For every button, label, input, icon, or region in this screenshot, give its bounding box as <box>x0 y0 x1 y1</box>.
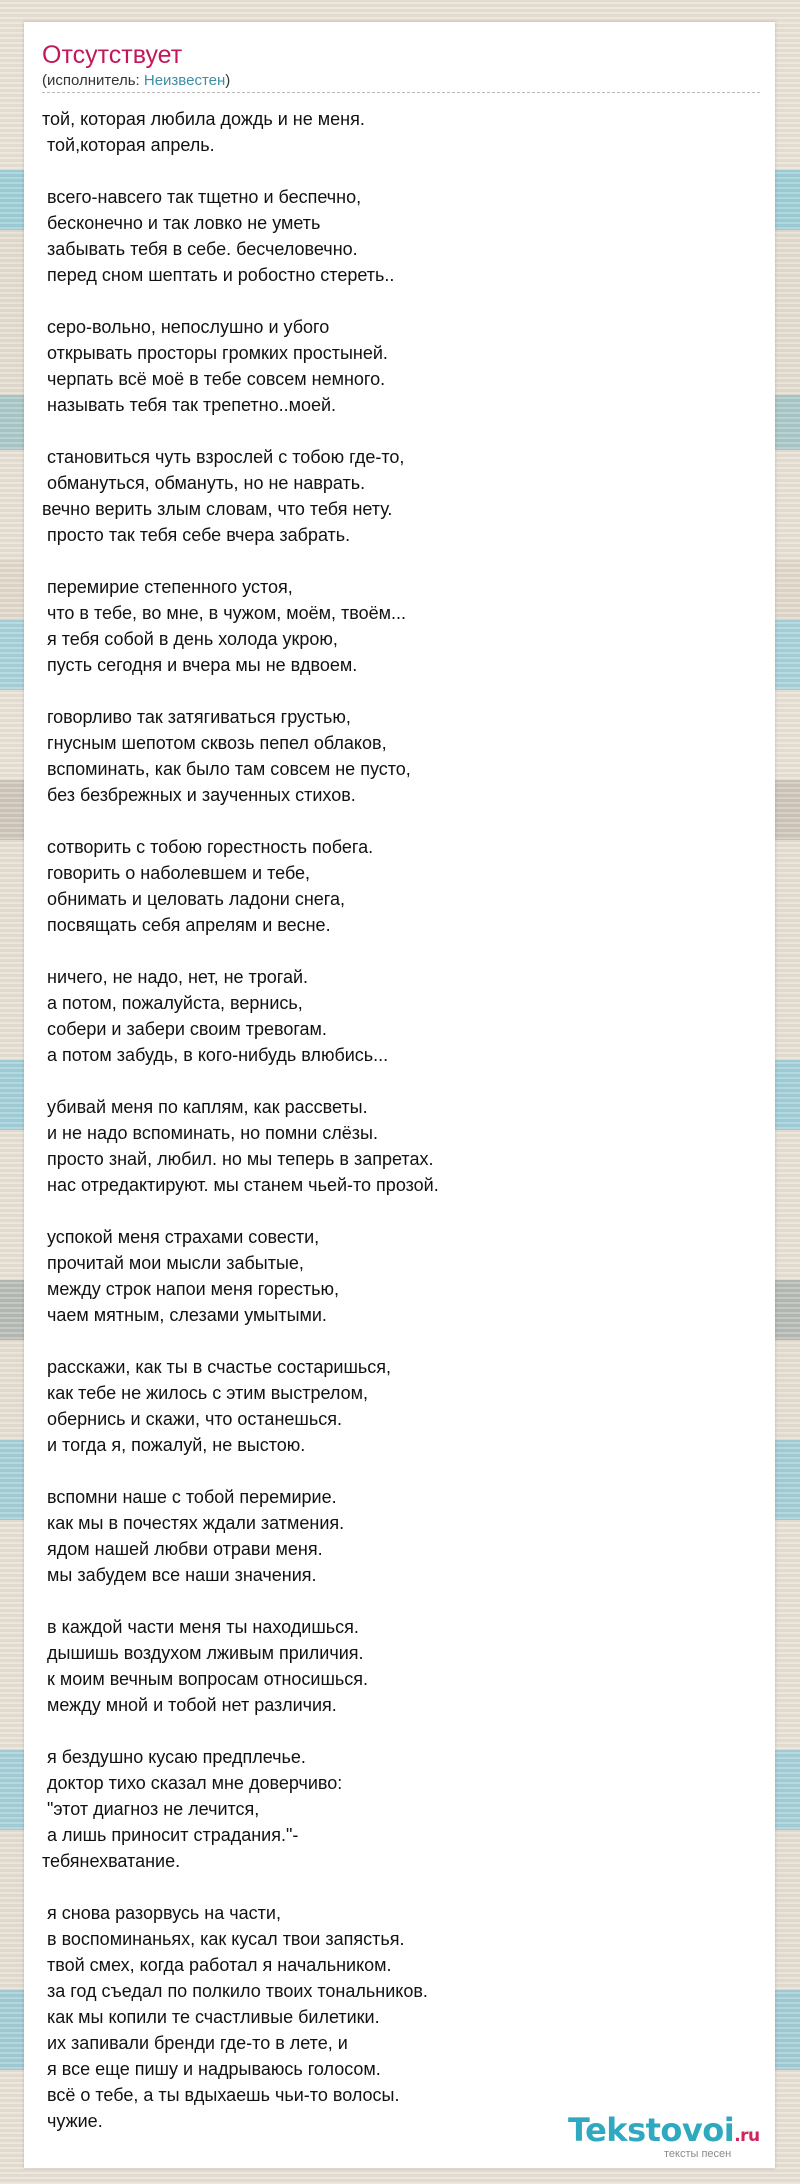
lyric-line: собери и забери своим тревогам. <box>42 1019 327 1039</box>
lyric-line: обернись и скажи, что останешься. <box>42 1409 342 1429</box>
lyric-line: просто так тебя себе вчера забрать. <box>42 525 351 545</box>
lyric-line: доктор тихо сказал мне доверчиво: <box>42 1773 343 1793</box>
lyric-line: за год съедал по полкило твоих тональников. <box>42 1981 428 2001</box>
stanza-gap <box>42 1458 762 1484</box>
lyric-line: как мы копили те счастливые билетики. <box>42 2007 380 2027</box>
lyric-line: вспомни наше с тобой перемирие. <box>42 1487 337 1507</box>
lyric-line: просто знай, любил. но мы теперь в запретах. <box>42 1149 434 1169</box>
stanza-gap <box>42 158 762 184</box>
lyric-line: я бездушно кусаю предплечье. <box>42 1747 306 1767</box>
lyric-line: обнимать и целовать ладони снега, <box>42 889 345 909</box>
stanza-gap <box>42 808 762 834</box>
lyric-line: становиться чуть взрослей с тобою где-то, <box>42 447 405 467</box>
lyric-line: их запивали бренди где-то в лете, и <box>42 2033 348 2053</box>
lyric-line: дышишь воздухом лживым приличия. <box>42 1643 364 1663</box>
stanza-gap <box>42 1068 762 1094</box>
lyric-line: перемирие степенного устоя, <box>42 577 293 597</box>
stanza-gap <box>42 1588 762 1614</box>
stanza-gap <box>42 678 762 704</box>
lyric-line: перед сном шептать и робостно стереть.. <box>42 265 395 285</box>
lyric-line: что в тебе, во мне, в чужом, моём, твоём... <box>42 603 407 623</box>
lyric-line: успокой меня страхами совести, <box>42 1227 320 1247</box>
lyric-line: а лишь приносит страдания."- <box>42 1825 299 1845</box>
lyric-line: той,которая апрель. <box>42 135 215 155</box>
lyric-line: обмануться, обмануть, но не наврать. <box>42 473 366 493</box>
stanza-gap <box>42 1874 762 1900</box>
lyrics-body <box>42 106 762 2134</box>
lyric-line: а потом забудь, в кого-нибудь влюбись... <box>42 1045 389 1065</box>
lyric-line: сотворить с тобою горестность побега. <box>42 837 374 857</box>
lyrics-card <box>24 22 775 2168</box>
lyric-line: между строк напои меня горестью, <box>42 1279 340 1299</box>
lyric-line: и не надо вспоминать, но помни слёзы. <box>42 1123 378 1143</box>
lyric-line: без безбрежных и заученных стихов. <box>42 785 356 805</box>
logo-tagline: тексты песен <box>664 2148 732 2160</box>
lyric-line: к моим вечным вопросам относишься. <box>42 1669 369 1689</box>
stanza-gap <box>42 288 762 314</box>
lyric-line: ничего, не надо, нет, не трогай. <box>42 967 309 987</box>
lyric-line: тебянехватание. <box>42 1851 181 1871</box>
lyric-line: убивай меня по каплям, как рассветы. <box>42 1097 368 1117</box>
lyric-line: говорливо так затягиваться грустью, <box>42 707 351 727</box>
lyric-line: пусть сегодня и вчера мы не вдвоем. <box>42 655 358 675</box>
lyric-line: нас отредактируют. мы станем чьей-то прозой. <box>42 1175 439 1195</box>
stanza-gap <box>42 418 762 444</box>
lyric-line: расскажи, как ты в счастье состаришься, <box>42 1357 392 1377</box>
lyric-line: как тебе не жилось с этим выстрелом, <box>42 1383 368 1403</box>
lyric-line: серо-вольно, непослушно и убого <box>42 317 330 337</box>
lyric-line: открывать просторы громких простыней. <box>42 343 388 363</box>
lyric-line: в воспоминаньях, как кусал твои запястья. <box>42 1929 405 1949</box>
lyric-line: говорить о наболевшем и тебе, <box>42 863 311 883</box>
lyric-line: вспоминать, как было там совсем не пусто, <box>42 759 411 779</box>
lyric-line: той, которая любила дождь и не меня. <box>42 109 365 129</box>
lyric-line: мы забудем все наши значения. <box>42 1565 317 1585</box>
lyric-line: черпать всё моё в тебе совсем немного. <box>42 369 386 389</box>
stanza-gap <box>42 1198 762 1224</box>
lyric-line: гнусным шепотом сквозь пепел облаков, <box>42 733 387 753</box>
lyric-line: вечно верить злым словам, что тебя нету. <box>42 499 393 519</box>
lyric-line: чаем мятным, слезами умытыми. <box>42 1305 327 1325</box>
lyric-line: как мы в почестях ждали затмения. <box>42 1513 345 1533</box>
stanza-gap <box>42 938 762 964</box>
lyric-line: посвящать себя апрелям и весне. <box>42 915 331 935</box>
artist-suffix: ) <box>225 72 231 89</box>
lyric-line: забывать тебя в себе. бесчеловечно. <box>42 239 358 259</box>
lyric-line: твой смех, когда работал я начальником. <box>42 1955 392 1975</box>
lyric-line: чужие. <box>42 2111 103 2131</box>
lyric-line: "этот диагноз не лечится, <box>42 1799 260 1819</box>
artist-prefix: (исполнитель: <box>42 72 144 89</box>
lyric-line: прочитай мои мысли забытые, <box>42 1253 304 1273</box>
logo-name: Tekstovoi <box>568 2111 735 2149</box>
lyric-line: я тебя собой в день холода укрою, <box>42 629 338 649</box>
artist-link[interactable]: Неизвестен <box>143 72 226 89</box>
lyric-line: всего-навсего так тщетно и беспечно, <box>42 187 362 207</box>
song-title: Отсутствует <box>42 41 183 69</box>
lyric-line: я все еще пишу и надрываюсь голосом. <box>42 2059 381 2079</box>
lyric-line: ядом нашей любви отрави меня. <box>42 1539 323 1559</box>
lyric-line: между мной и тобой нет различия. <box>42 1695 337 1715</box>
lyric-line: в каждой части меня ты находишься. <box>42 1617 359 1637</box>
artist-line <box>42 72 760 93</box>
lyric-line: бесконечно и так ловко не уметь <box>42 213 321 233</box>
lyric-line: и тогда я, пожалуй, не выстою. <box>42 1435 306 1455</box>
lyric-line: называть тебя так трепетно..моей. <box>42 395 337 415</box>
stanza-gap <box>42 1328 762 1354</box>
stanza-gap <box>42 548 762 574</box>
lyric-line: я снова разорвусь на части, <box>42 1903 281 1923</box>
lyric-line: а потом, пожалуйста, вернись, <box>42 993 303 1013</box>
stanza-gap <box>42 1718 762 1744</box>
logo-tld: .ru <box>734 2126 760 2146</box>
lyric-line: всё о тебе, а ты вдыхаешь чьи-то волосы. <box>42 2085 400 2105</box>
site-logo[interactable] <box>568 2112 758 2164</box>
